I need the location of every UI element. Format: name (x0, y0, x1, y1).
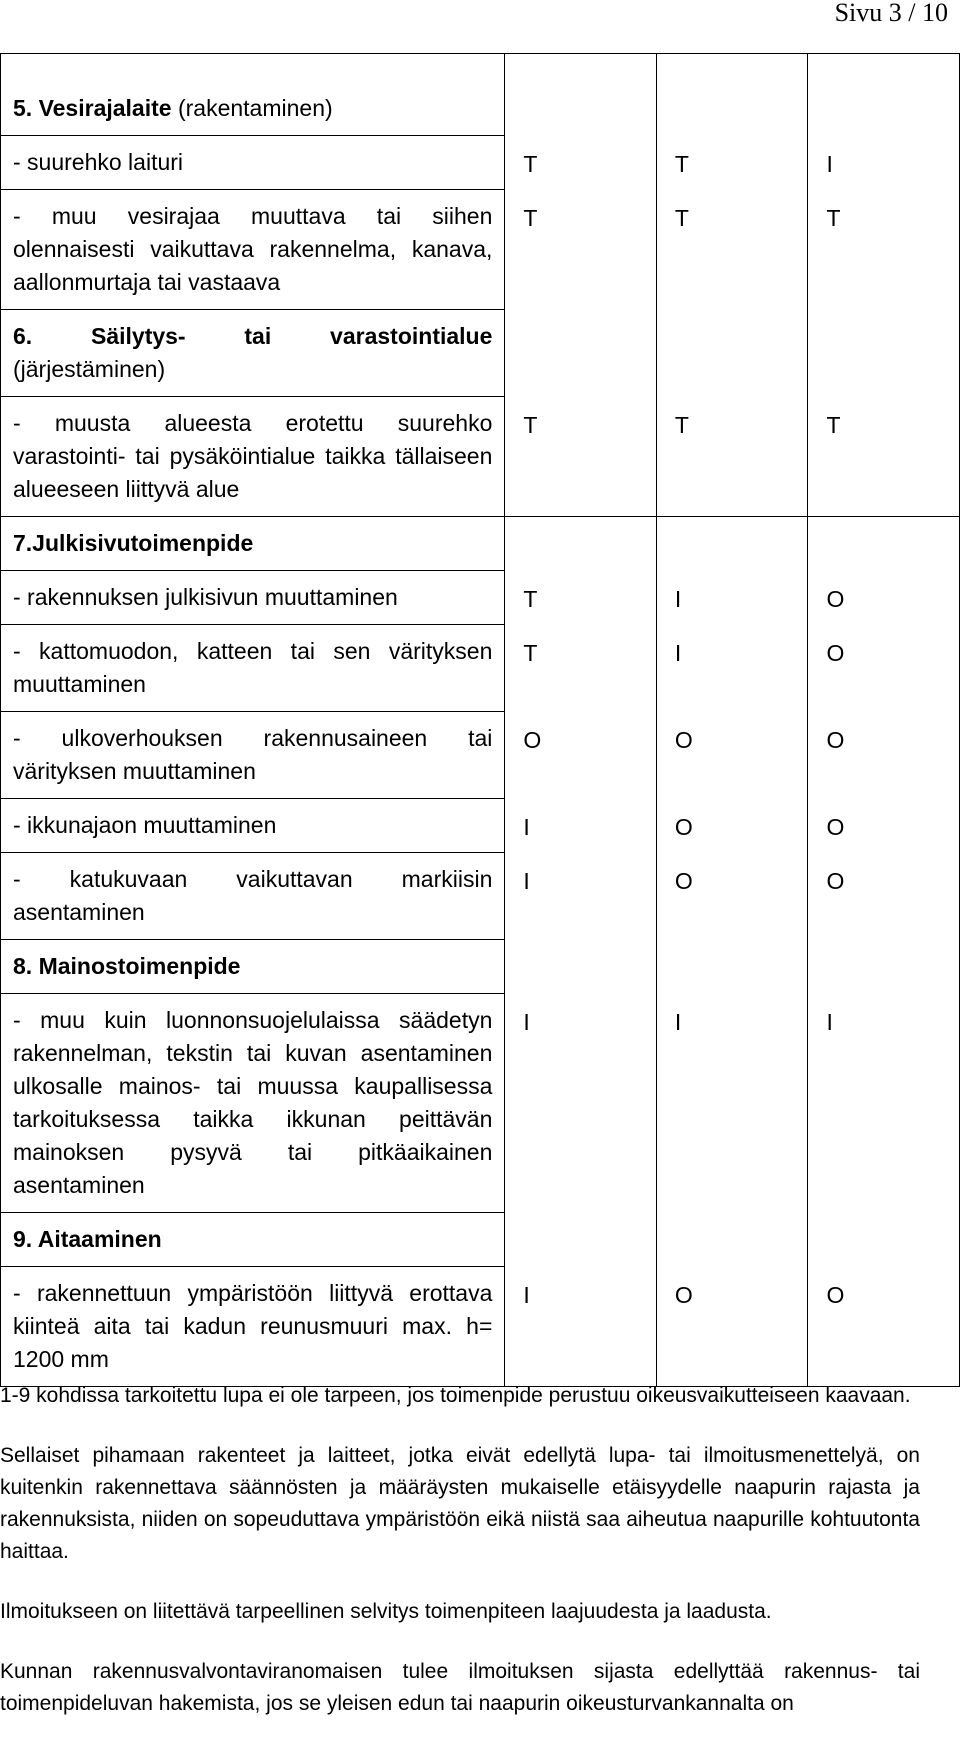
table-row (1, 994, 960, 1213)
value-cell: T (656, 190, 808, 310)
value-cell: T (505, 190, 657, 310)
value-cell: T (505, 397, 657, 517)
value-cell: O (656, 799, 808, 853)
value-cell: T (505, 136, 657, 190)
value-cell: I (505, 994, 657, 1213)
table-row (1, 136, 960, 190)
item-text: - kattomuodon, katteen tai sen värityksen muuttaminen (1, 625, 505, 712)
item-text: - katukuvaan vaikuttavan markiisin asentaminen (1, 853, 505, 940)
value-cell: O (808, 571, 960, 625)
table-row (1, 1267, 960, 1387)
value-cell: O (656, 853, 808, 940)
item-text: - muu kuin luonnonsuojelulaissa säädetyn rakennelman, tekstin tai kuvan asentaminen ulkosalle mainos- tai muussa kaupallisessa tarkoituksessa taikka ikkunan peittävän mainoksen pysyvä tai pitkäaikainen asentaminen (1, 994, 505, 1213)
item-text: - rakennuksen julkisivun muuttaminen (1, 571, 505, 625)
value-cell: O (656, 712, 808, 799)
value-cell: I (656, 625, 808, 712)
value-cell: T (656, 397, 808, 517)
note-paragraph: Ilmoitukseen on liitettävä tarpeellinen selvitys toimenpiteen laajuudesta ja laadusta. (0, 1600, 772, 1623)
table-row (1, 54, 960, 136)
value-cell: I (505, 1267, 657, 1387)
note-paragraph: Sellaiset pihamaan rakenteet ja laitteet, jotka eivät edellytä lupa- tai ilmoitusmenettelyä, on kuitenkin rakennettava säännösten ja määräysten mukaiselle etäisyydelle naapurin rajasta ja rakennuksista, niiden on sopeuduttava ympäristöön eikä niistä saa aiheutua naapurille kohtuutonta haittaa. (0, 1444, 920, 1563)
table-row (1, 940, 960, 994)
value-cell: O (808, 625, 960, 712)
value-cell: O (808, 1267, 960, 1387)
value-cell: O (656, 1267, 808, 1387)
item-text: - muusta alueesta erotettu suurehko varastointi- tai pysäköintialue taikka tällaiseen alueeseen liittyvä alue (1, 397, 505, 517)
value-cell: T (808, 190, 960, 310)
value-cell: T (505, 625, 657, 712)
section-header-cell: 9. Aitaaminen (1, 1213, 505, 1267)
note-paragraph: 1-9 kohdissa tarkoitettu lupa ei ole tarpeen, jos toimenpide perustuu oikeusvaikutteiseen kaavaan. (0, 1384, 911, 1407)
section-header-cell: 5. Vesirajalaite (rakentaminen) (1, 54, 505, 136)
value-cell: O (505, 712, 657, 799)
table-row (1, 1213, 960, 1267)
item-text: - ulkoverhouksen rakennusaineen tai värityksen muuttaminen (1, 712, 505, 799)
value-cell: O (808, 799, 960, 853)
item-text: - ikkunajaon muuttaminen (1, 799, 505, 853)
table-row (1, 625, 960, 712)
item-text: - suurehko laituri (1, 136, 505, 190)
table-row (1, 310, 960, 397)
table-row (1, 571, 960, 625)
value-cell: I (656, 571, 808, 625)
table-row (1, 190, 960, 310)
item-text: - muu vesirajaa muuttava tai siihen olennaisesti vaikuttava rakennelma, kanava, aallonmurtaja tai vastaava (1, 190, 505, 310)
value-cell: T (656, 136, 808, 190)
page-number: Sivu 3 / 10 (834, 0, 948, 27)
table-row (1, 853, 960, 940)
notes-section (0, 1380, 920, 1748)
value-cell: O (808, 853, 960, 940)
table-row (1, 397, 960, 517)
value-cell: I (656, 994, 808, 1213)
section-header-cell: 8. Mainostoimenpide (1, 940, 505, 994)
table-row (1, 712, 960, 799)
value-cell: O (808, 712, 960, 799)
note-paragraph: Kunnan rakennusvalvontaviranomaisen tulee ilmoituksen sijasta edellyttää rakennus- tai toimenpideluvan hakemista, jos se yleisen edun tai naapurin oikeusturvankannalta on (0, 1660, 920, 1715)
table-row (1, 799, 960, 853)
section-header-cell: 6. Säilytys- tai varastointialue (järjestäminen) (1, 310, 505, 397)
permit-table (0, 53, 960, 1387)
section-header-cell: 7.Julkisivutoimenpide (1, 517, 505, 571)
value-cell: I (808, 994, 960, 1213)
value-cell: I (505, 799, 657, 853)
value-cell: T (505, 571, 657, 625)
value-cell: I (808, 136, 960, 190)
value-cell: I (505, 853, 657, 940)
table-row (1, 517, 960, 571)
item-text: - rakennettuun ympäristöön liittyvä erottava kiinteä aita tai kadun reunusmuuri max. h= 1200 mm (1, 1267, 505, 1387)
value-cell: T (808, 397, 960, 517)
